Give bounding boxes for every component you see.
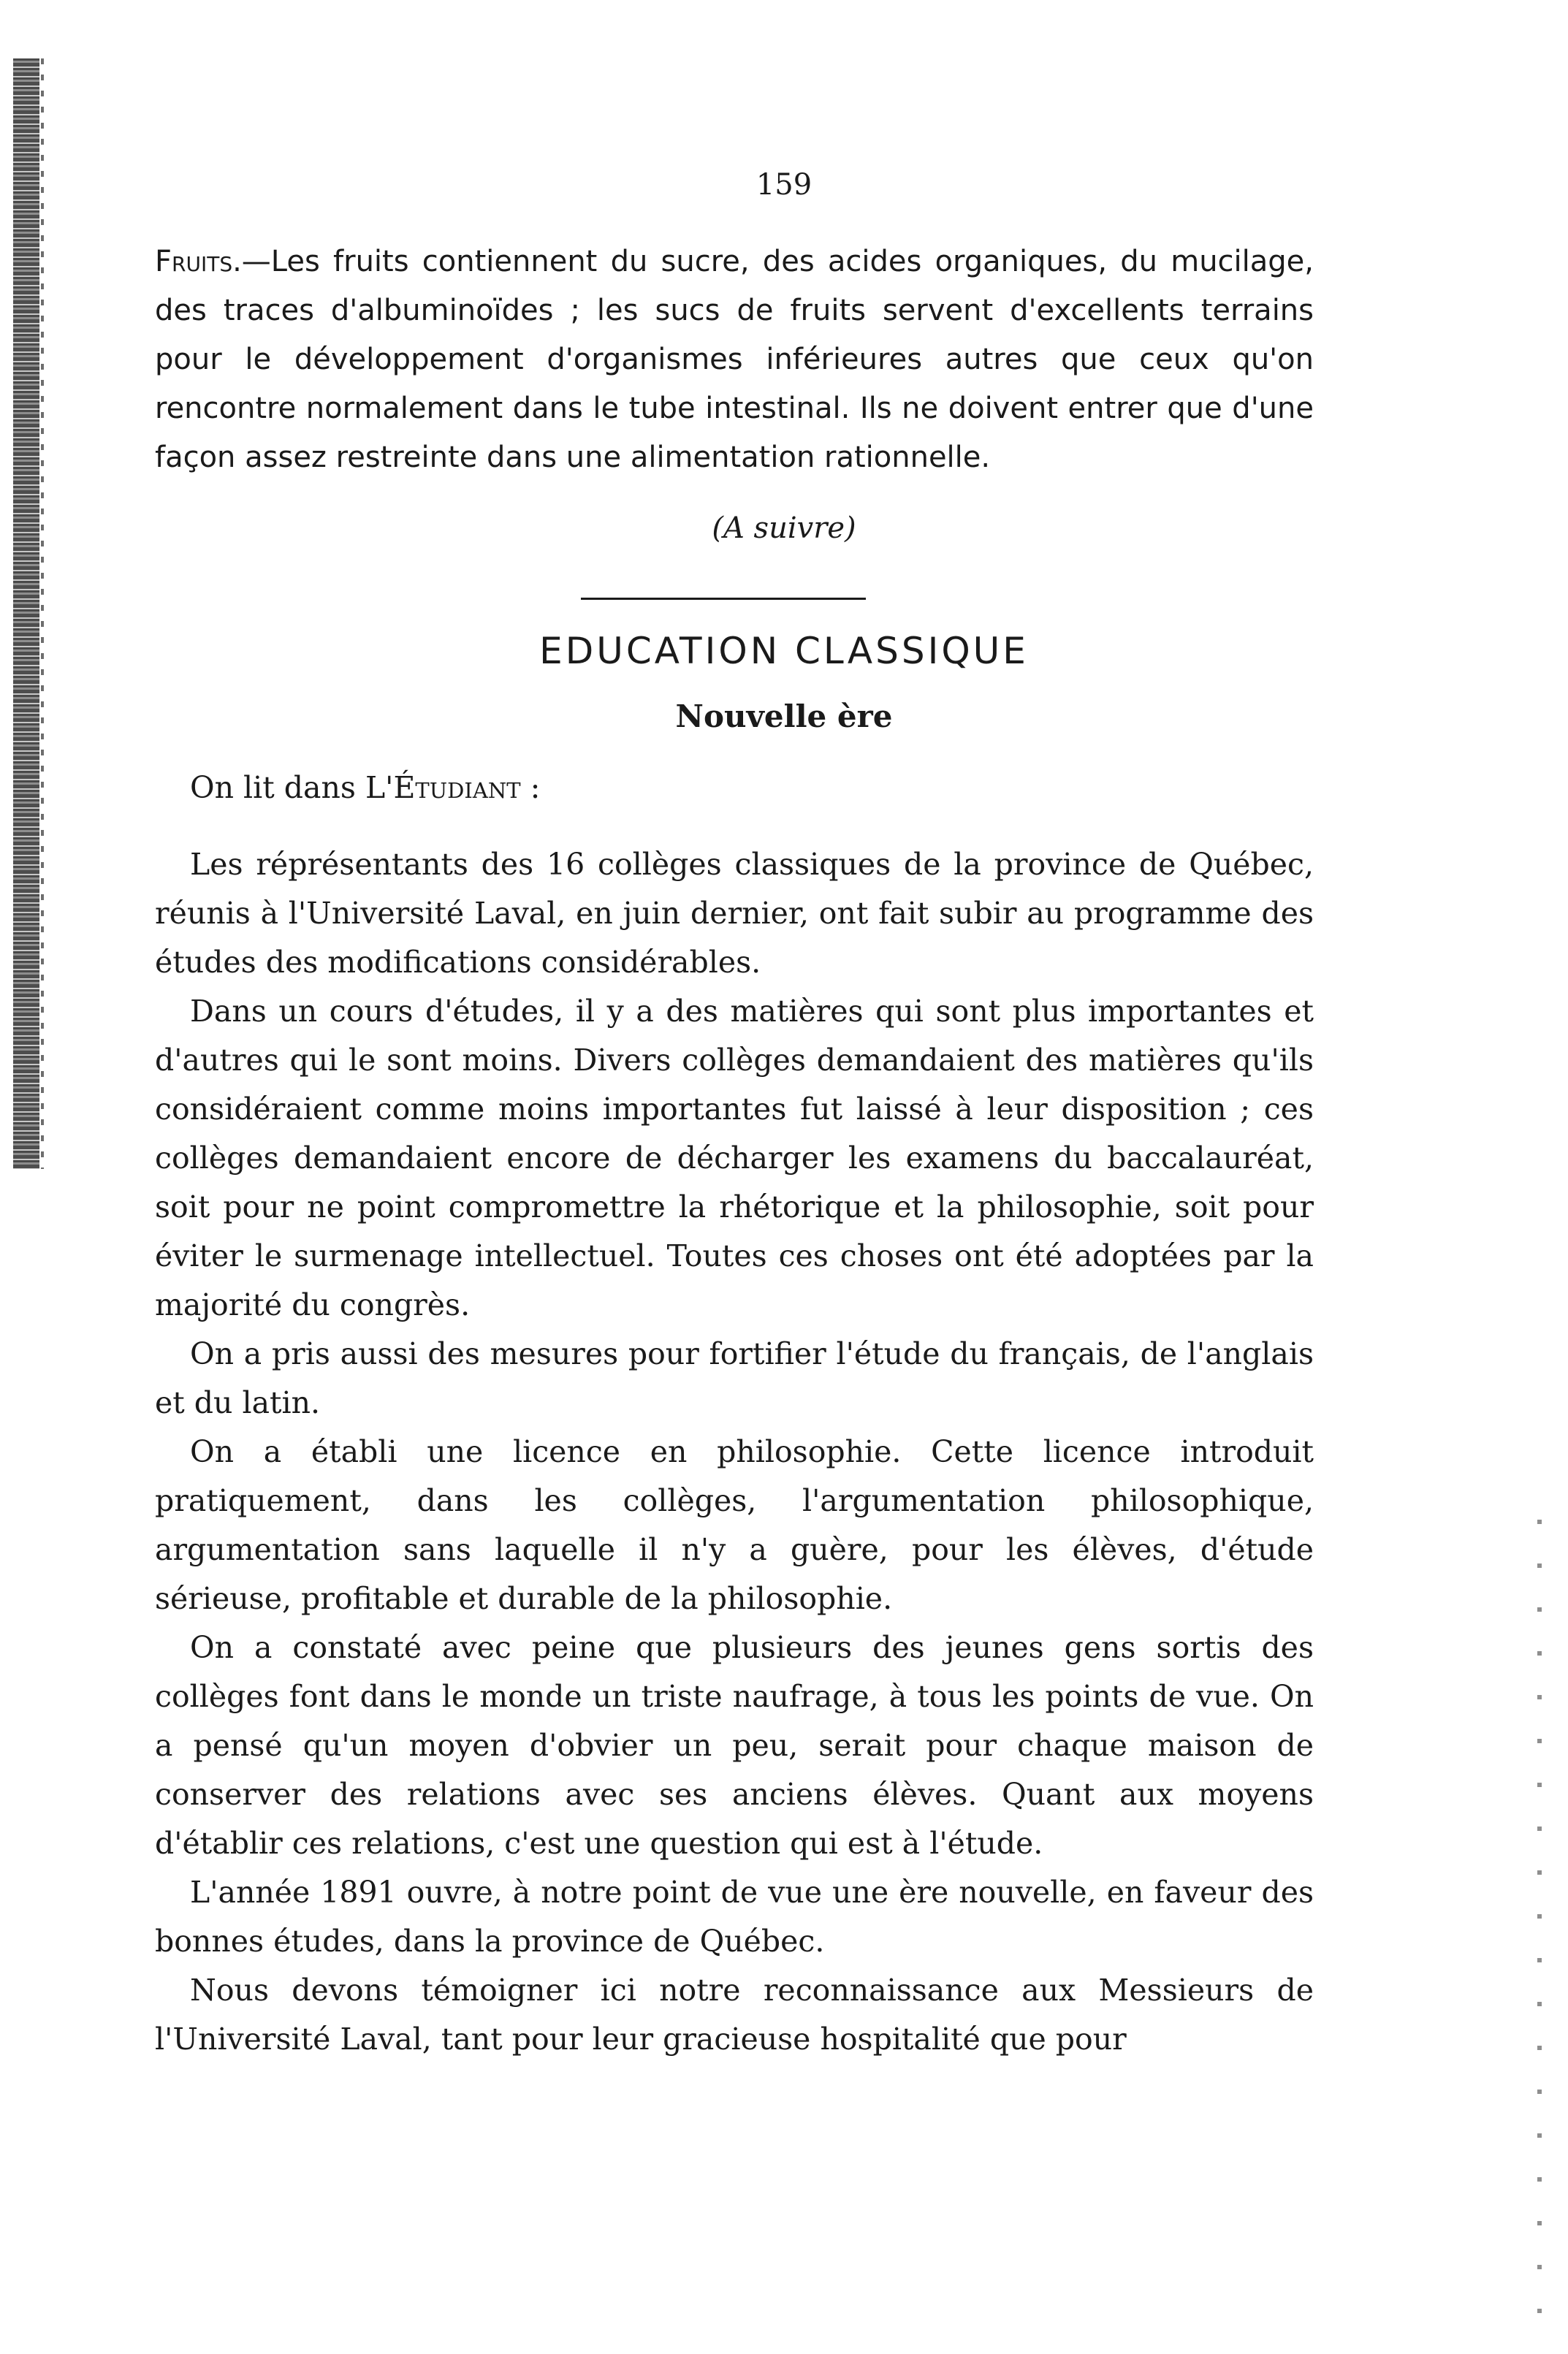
fruits-text: .—Les fruits contiennent du sucre, des acides organiques, du mucilage, des traces d'albuminoïdes ; les sucs de fruits servent d'excellents terrains pour le développement d'organismes inférieures autres que ceux qu'on rencontre normalement dans le tube intestinal. Ils ne doivent entrer que d'une façon assez restreinte dans une alimentation rationnelle.	[155, 245, 1314, 474]
fruits-paragraph-block	[155, 237, 1314, 482]
article-paragraph-6: L'année 1891 ouvre, à notre point de vue une ère nouvelle, en faveur des bonnes études, dans la province de Québec.	[155, 1875, 1314, 1959]
intro-suffix: :	[520, 770, 541, 805]
fruits-heading: Fruits	[155, 245, 233, 278]
intro-source: Étudiant	[393, 770, 521, 805]
fruits-paragraph	[155, 237, 1314, 482]
article-paragraph-4: On a établi une licence en philosophie. Cette licence introduit pratiquement, dans les collèges, l'argumentation philosophique, argumentation sans laquelle il n'y a guère, pour les élèves, d'étude sérieuse, profitable et durable de la philosophie.	[155, 1434, 1314, 1616]
intro-prefix: On lit dans L'	[190, 770, 394, 805]
page-number: 159	[756, 168, 812, 202]
scan-binding-edge	[13, 58, 39, 1169]
article-paragraph-2: Dans un cours d'études, il y a des matières qui sont plus importantes et d'autres qui le sont moins. Divers collèges demandaient des matières qu'ils considéraient comme moins importantes fut laissé à leur disposition ; ces collèges demandaient encore de décharger les examens du baccalauréat, soit pour ne point compromettre la rhétorique et la philosophie, soit pour éviter le surmenage intellectuel. Toutes ces choses ont été adoptées par la majorité du congrès.	[155, 994, 1314, 1322]
section-subtitle: Nouvelle ère	[675, 698, 893, 734]
intro-line	[155, 763, 1314, 812]
to-be-continued: (A suivre)	[712, 511, 856, 545]
scan-specks	[1537, 1520, 1542, 2323]
article-paragraph-3: On a pris aussi des mesures pour fortifier l'étude du français, de l'anglais et du latin.	[155, 1336, 1314, 1420]
article-paragraph-5: On a constaté avec peine que plusieurs des jeunes gens sortis des collèges font dans le monde un triste naufrage, à tous les points de vue. On a pensé qu'un moyen d'obvier un peu, serait pour chaque maison de conserver des relations avec ses anciens élèves. Quant aux moyens d'établir ces relations, c'est une question qui est à l'étude.	[155, 1630, 1314, 1861]
section-title: EDUCATION CLASSIQUE	[539, 630, 1029, 672]
article-paragraph-1: Les réprésentants des 16 collèges classiques de la province de Québec, réunis à l'Université Laval, en juin dernier, ont fait subir au programme des études des modifications considérables.	[155, 847, 1314, 980]
article-paragraph-7: Nous devons témoigner ici notre reconnaissance aux Messieurs de l'Université Laval, tant pour leur gracieuse hospitalité que pour	[155, 1973, 1314, 2057]
section-divider	[581, 598, 866, 600]
article-body	[155, 763, 1314, 2064]
